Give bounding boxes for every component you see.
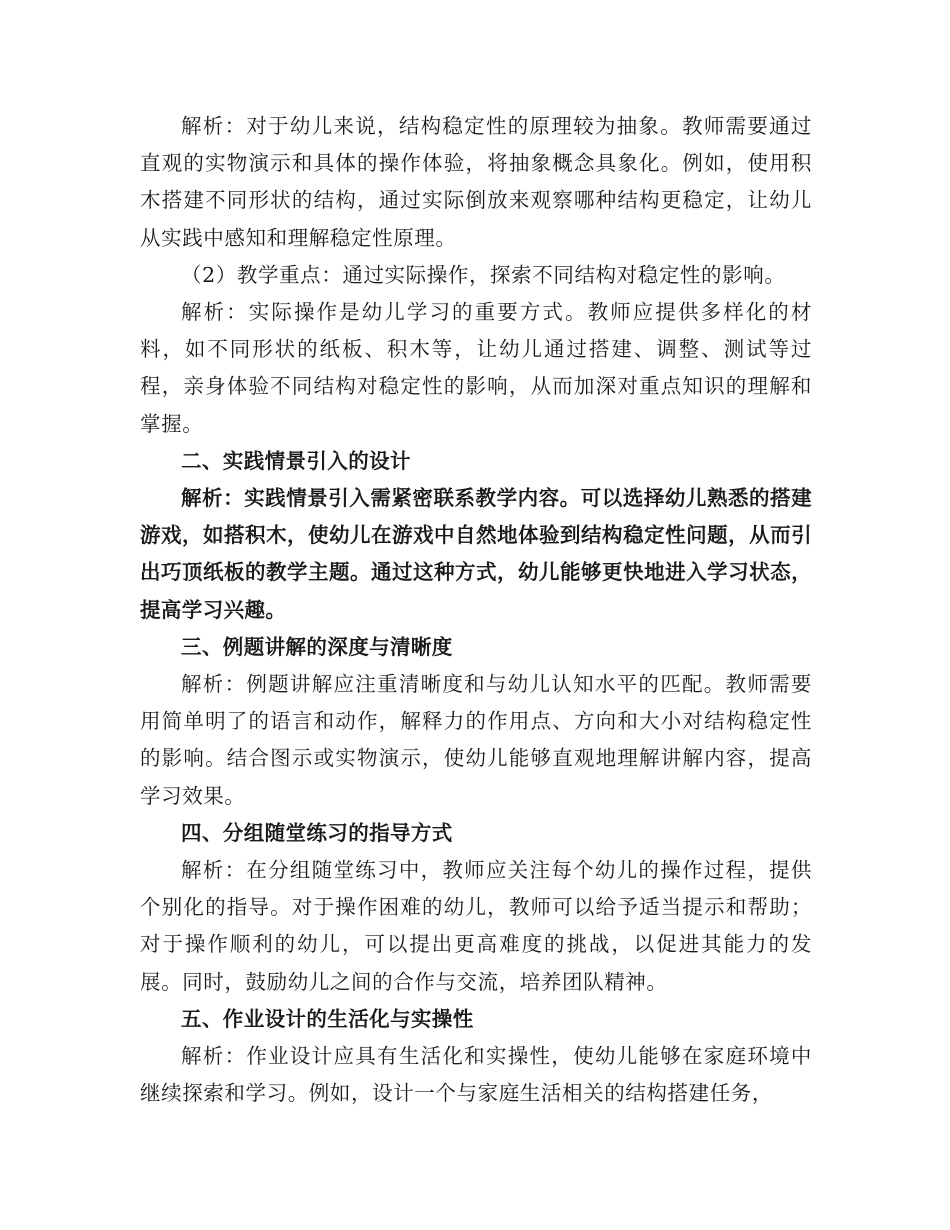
document-body: [140, 108, 812, 1112]
paragraph-analysis-homework: 解析：作业设计应具有生活化和实操性，使幼儿能够在家庭环境中继续探索和学习。例如，设计一个与家庭生活相关的结构搭建任务，: [140, 1044, 812, 1106]
paragraph-analysis-focus: 解析：实际操作是幼儿学习的重要方式。教师应提供多样化的材料，如不同形状的纸板、积木等，让幼儿通过搭建、调整、测试等过程，亲身体验不同结构对稳定性的影响，从而加深对重点知识的理解和掌握。: [140, 300, 812, 436]
paragraph-analysis-examples: 解析：例题讲解应注重清晰度和与幼儿认知水平的匹配。教师需要用简单明了的语言和动作，解释力的作用点、方向和大小对结构稳定性的影响。结合图示或实物演示，使幼儿能够直观地理解讲解内容，提高学习效果。: [140, 672, 812, 808]
paragraph-teaching-focus: （2）教学重点：通过实际操作，探索不同结构对稳定性的影响。: [181, 262, 786, 287]
paragraph-analysis-scenario: 解析：实践情景引入需紧密联系教学内容。可以选择幼儿熟悉的搭建游戏，如搭积木，使幼儿在游戏中自然地体验到结构稳定性问题，从而引出巧顶纸板的教学主题。通过这种方式，幼儿能够更快地进入学习状态，提高学习兴趣。: [140, 486, 812, 622]
section-heading-4: 四、分组随堂练习的指导方式: [181, 820, 453, 845]
paragraph-analysis-group-practice: 解析：在分组随堂练习中，教师应关注每个幼儿的操作过程，提供个别化的指导。对于操作困难的幼儿，教师可以给予适当提示和帮助；对于操作顺利的幼儿，可以提出更高难度的挑战，以促进其能力的发展。同时，鼓励幼儿之间的合作与交流，培养团队精神。: [140, 858, 812, 994]
section-heading-2: 二、实践情景引入的设计: [181, 448, 411, 473]
section-heading-5: 五、作业设计的生活化与实操性: [181, 1006, 474, 1031]
section-heading-3: 三、例题讲解的深度与清晰度: [181, 634, 453, 659]
paragraph-analysis-difficulty: 解析：对于幼儿来说，结构稳定性的原理较为抽象。教师需要通过直观的实物演示和具体的操作体验，将抽象概念具象化。例如，使用积木搭建不同形状的结构，通过实际倒放来观察哪种结构更稳定，让幼儿从实践中感知和理解稳定性原理。: [140, 114, 812, 250]
